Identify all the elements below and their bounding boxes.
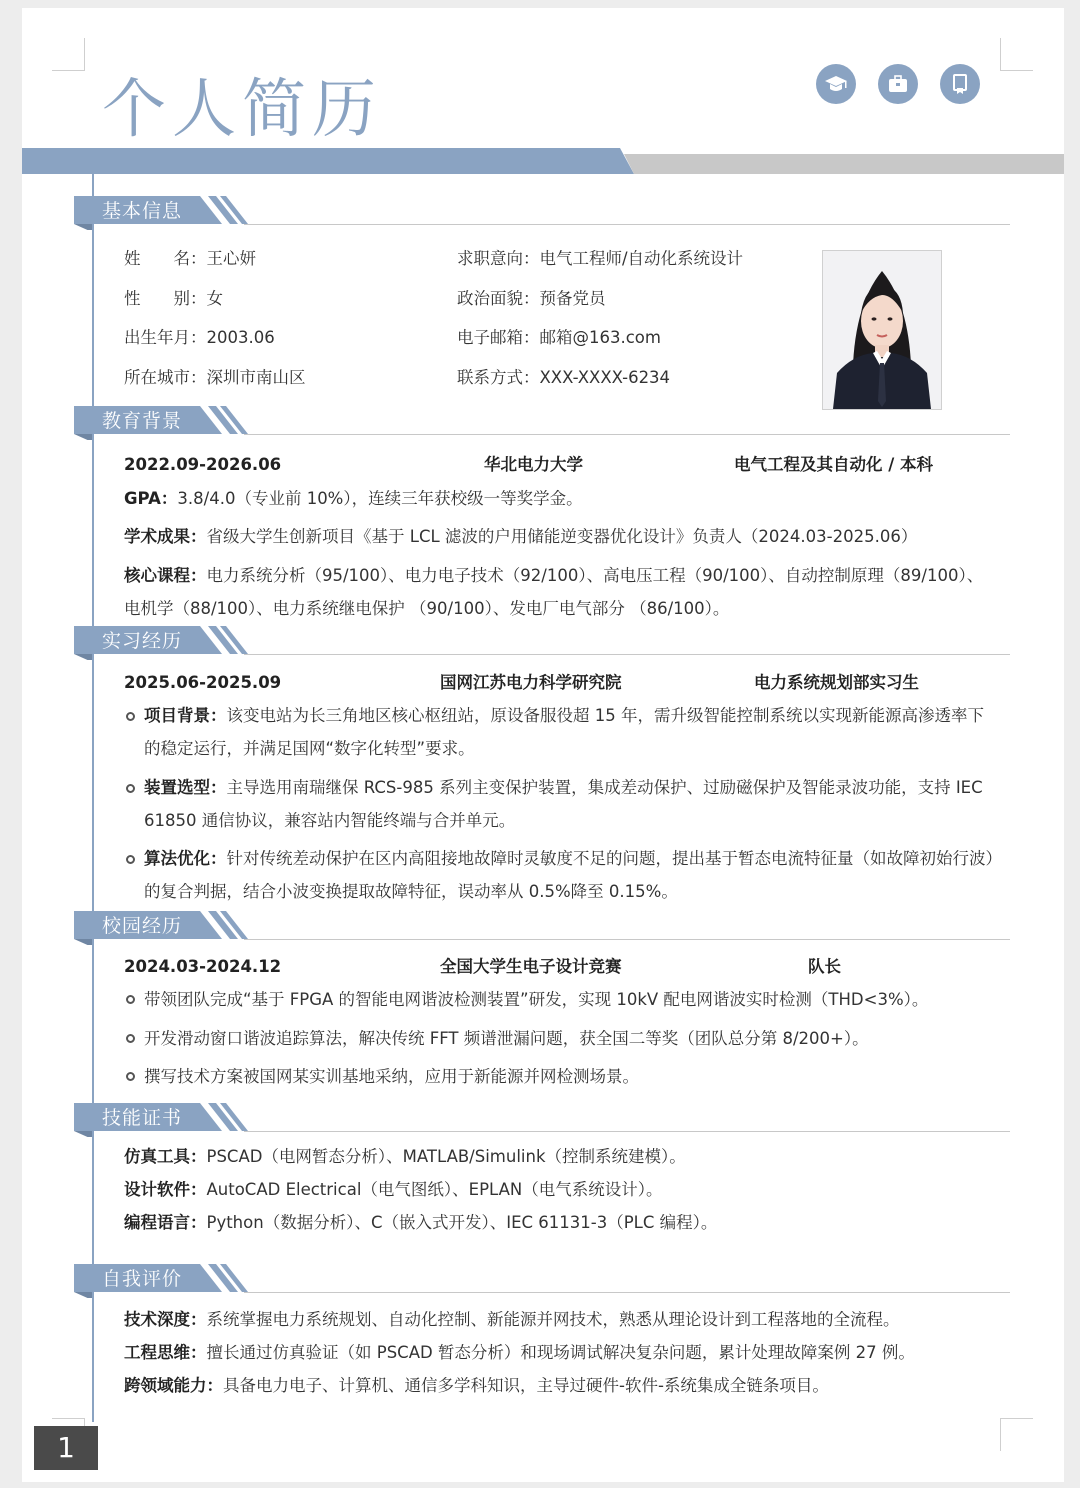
section-title: 实习经历	[102, 630, 183, 652]
corner-mark	[52, 38, 85, 71]
campus-period: 2024.03-2024.12	[124, 957, 282, 976]
job-field: 求职意向：电气工程师/自动化系统设计	[457, 249, 744, 268]
bullet-icon	[126, 995, 135, 1004]
section-title: 技能证书	[102, 1107, 183, 1129]
briefcase-icon	[878, 64, 918, 104]
internship-role: 电力系统规划部实习生	[754, 673, 919, 692]
birth-field: 出生年月：2003.06	[124, 328, 275, 347]
bullet-icon	[126, 712, 135, 721]
internship-company: 国网江苏电力科学研究院	[440, 673, 622, 692]
certificate-icon	[940, 64, 980, 104]
header-banner	[22, 148, 1064, 174]
education-school: 华北电力大学	[484, 455, 583, 474]
graduation-cap-icon	[816, 64, 856, 104]
section-header-skills	[74, 1103, 1010, 1133]
header-icons	[816, 64, 980, 104]
bullet-icon	[126, 1072, 135, 1081]
city-field: 所在城市：深圳市南山区	[124, 368, 306, 387]
self-eval-item: 技术深度：系统掌握电力系统规划、自动化控制、新能源并网技术，熟悉从理论设计到工程落地的全流程。	[124, 1310, 900, 1329]
campus-item: 撰写技术方案被国网某实训基地采纳，应用于新能源并网检测场景。	[144, 1067, 639, 1086]
bullet-icon	[126, 784, 135, 793]
section-title: 自我评价	[102, 1268, 183, 1290]
section-header-basic	[74, 196, 1010, 226]
corner-mark	[1000, 1418, 1033, 1451]
skill-item: 仿真工具：PSCAD（电网暂态分析）、MATLAB/Simulink（控制系统建模）。	[124, 1147, 686, 1166]
political-field: 政治面貌：预备党员	[457, 289, 606, 308]
email-field: 电子邮箱：邮箱@163.com	[457, 328, 661, 347]
campus-role: 队长	[808, 957, 841, 976]
corner-mark	[1000, 38, 1033, 71]
education-period: 2022.09-2026.06	[124, 455, 282, 474]
section-divider	[244, 654, 1010, 655]
gender-field: 性 别：女	[124, 289, 223, 308]
skill-item: 编程语言：Python（数据分析）、C（嵌入式开发）、IEC 61131-3（PLC 编程）。	[124, 1213, 718, 1232]
bullet-icon	[126, 1034, 135, 1043]
bullet-icon	[126, 855, 135, 864]
name-field: 姓 名：王心妍	[124, 249, 256, 268]
internship-item: 项目背景：该变电站为长三角地区核心枢纽站，原设备服役超 15 年，需升级智能控制系统以实现新能源高渗透率下的稳定运行，并满足国网“数字化转型”要求。	[144, 706, 984, 758]
section-divider	[244, 224, 1010, 225]
page-number-badge: 1	[34, 1426, 98, 1470]
section-divider	[244, 434, 1010, 435]
resume-page	[22, 8, 1064, 1482]
education-gpa: GPA：3.8/4.0（专业前 10%），连续三年获校级一等奖学金。	[124, 489, 583, 508]
section-header-self	[74, 1264, 1010, 1294]
campus-item: 带领团队完成“基于 FPGA 的智能电网谐波检测装置”研发，实现 10kV 配电网谐波实时检测（THD<3%）。	[144, 990, 929, 1009]
internship-item: 算法优化：针对传统差动保护在区内高阻接地故障时灵敏度不足的问题，提出基于暂态电流特征量（如故障初始行波）的复合判据，结合小波变换提取故障特征，误动率从 0.5%降至 0.15%。	[144, 849, 994, 901]
phone-field: 联系方式：XXX-XXXX-6234	[457, 368, 671, 387]
section-title: 教育背景	[102, 410, 183, 432]
education-courses: 核心课程：电力系统分析（95/100）、电力电子技术（92/100）、高电压工程（90/100）、自动控制原理（89/100）、电机学（88/100）、电力系统继电保护 （90/100）、发电厂电气部分 （86/100）。	[124, 566, 984, 618]
section-header-campus	[74, 911, 1010, 941]
internship-item: 装置选型：主导选用南瑞继保 RCS-985 系列主变保护装置，集成差动保护、过励磁保护及智能录波功能，支持 IEC 61850 通信协议，兼容站内智能终端与合并单元。	[144, 778, 983, 830]
page-title: 个人简历	[102, 73, 382, 147]
section-divider	[244, 1131, 1010, 1132]
section-divider	[244, 939, 1010, 940]
section-title: 校园经历	[102, 915, 183, 937]
timeline-line	[92, 174, 94, 1422]
section-title: 基本信息	[102, 200, 183, 222]
education-major: 电气工程及其自动化 / 本科	[734, 455, 934, 474]
section-header-education	[74, 406, 1010, 436]
skill-item: 设计软件：AutoCAD Electrical（电气图纸）、EPLAN（电气系统设计）。	[124, 1180, 663, 1199]
campus-item: 开发滑动窗口谐波追踪算法，解决传统 FFT 频谱泄漏问题，获全国二等奖（团队总分第 8/200+）。	[144, 1029, 869, 1048]
section-divider	[244, 1292, 1010, 1293]
campus-event: 全国大学生电子设计竞赛	[440, 957, 622, 976]
profile-photo	[822, 250, 942, 410]
self-eval-item: 跨领域能力：具备电力电子、计算机、通信多学科知识，主导过硬件-软件-系统集成全链条项目。	[124, 1376, 829, 1395]
section-header-internship	[74, 626, 1010, 656]
internship-period: 2025.06-2025.09	[124, 673, 282, 692]
self-eval-item: 工程思维：擅长通过仿真验证（如 PSCAD 暂态分析）和现场调试解决复杂问题，累计处理故障案例 27 例。	[124, 1343, 915, 1362]
education-research: 学术成果：省级大学生创新项目《基于 LCL 滤波的户用储能逆变器优化设计》负责人（2024.03-2025.06）	[124, 527, 918, 546]
